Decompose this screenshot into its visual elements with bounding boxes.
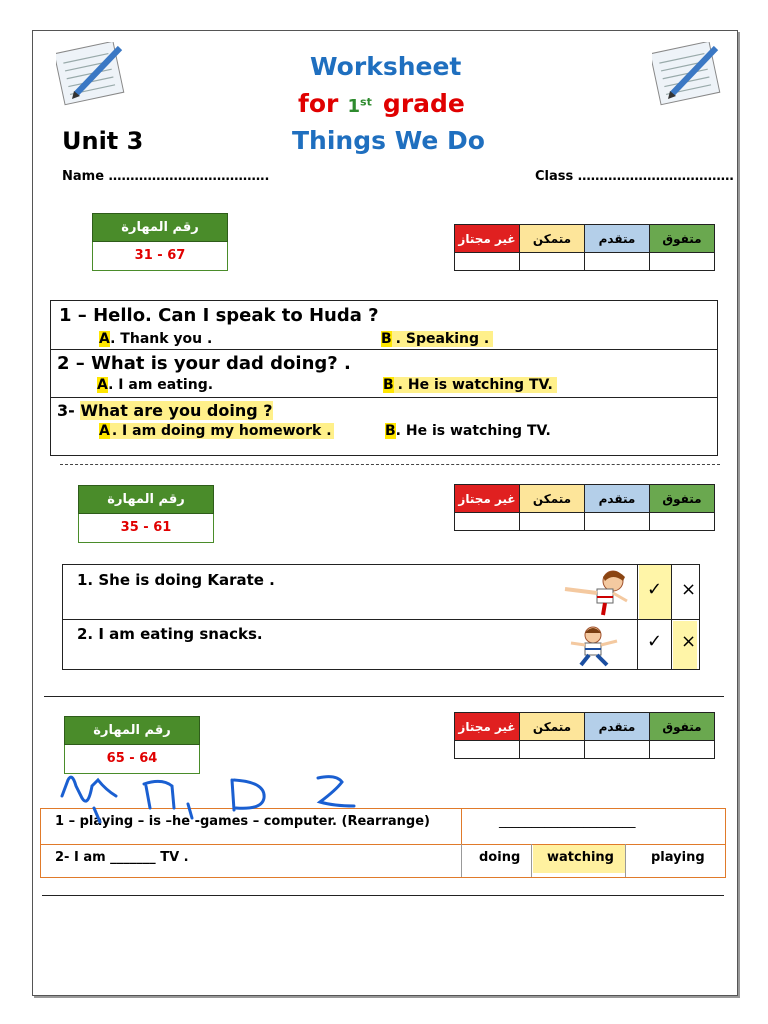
level-cell[interactable] [455, 741, 520, 759]
bottom-divider [42, 895, 724, 896]
rearrange-question: 1 – playing – is –he -games – computer. (Rearrange) [55, 814, 430, 829]
statement-2: 2. I am eating snacks. [77, 625, 263, 643]
option-b[interactable] [381, 331, 493, 347]
cross-icon[interactable]: × [681, 631, 697, 652]
skill-label: رقم المهارة [64, 716, 200, 745]
statement-1: 1. She is doing Karate . [77, 571, 275, 589]
level-cell[interactable] [520, 741, 585, 759]
skill-box-1 [92, 213, 228, 271]
level-proficient: متمكن [520, 713, 585, 741]
question-1 [59, 305, 379, 326]
level-excellent: متفوق [650, 713, 715, 741]
level-not-excellent: غير مجتاز [455, 225, 520, 253]
option-letter: B [383, 377, 394, 393]
notebook-pencil-icon [652, 42, 724, 106]
option-letter: A [99, 423, 110, 439]
level-table-1 [454, 224, 715, 271]
for-text: for [298, 89, 339, 118]
question-3 [57, 401, 273, 420]
unit-label: Unit 3 [62, 127, 144, 155]
option-text: . I am doing my homework . [111, 423, 332, 439]
choice-doing[interactable]: doing [479, 850, 521, 865]
skill-label: رقم المهارة [78, 485, 214, 514]
skill-number: 31 - 67 [92, 242, 228, 271]
level-cell[interactable] [455, 513, 520, 531]
question-row-3 [51, 397, 717, 455]
handwriting-annotation [54, 768, 374, 826]
level-advanced: متقدم [585, 225, 650, 253]
level-table-3 [454, 712, 715, 759]
option-letter: A [99, 331, 111, 347]
skill-label: رقم المهارة [92, 213, 228, 242]
level-proficient: متمكن [520, 485, 585, 513]
cross-icon[interactable]: × [681, 579, 697, 600]
worksheet-title: Worksheet [310, 52, 462, 81]
option-text: . I am eating. [108, 377, 214, 393]
unit-title: Things We Do [292, 126, 485, 155]
level-not-excellent: غير مجتاز [455, 485, 520, 513]
question-number: 3- [57, 401, 75, 420]
level-cell[interactable] [585, 741, 650, 759]
level-cell[interactable] [585, 253, 650, 271]
check-icon[interactable]: ✓ [647, 579, 663, 600]
question-2 [57, 353, 351, 374]
question-row-1 [51, 301, 717, 350]
level-cell[interactable] [650, 741, 715, 759]
question-text: What are you doing ? [80, 401, 273, 420]
grade-number: 1 [347, 96, 361, 117]
option-a[interactable] [99, 423, 334, 439]
option-text: . He is watching TV. [394, 377, 557, 393]
karate-girl-image [557, 567, 637, 617]
level-excellent: متفوق [650, 225, 715, 253]
notebook-pencil-icon [56, 42, 128, 106]
option-letter: A [97, 377, 109, 393]
option-letter: B [381, 331, 392, 347]
check-icon[interactable]: ✓ [647, 631, 663, 652]
option-text: . Thank you . [110, 331, 213, 347]
answer-line[interactable]: _____________________ [499, 814, 636, 829]
option-text: . He is watching TV. [395, 423, 551, 439]
option-a[interactable] [99, 331, 212, 347]
option-a[interactable] [97, 377, 213, 393]
option-b[interactable] [385, 423, 551, 439]
grade-line [298, 89, 465, 118]
level-advanced: متقدم [585, 485, 650, 513]
mcq-box [50, 300, 718, 456]
level-cell[interactable] [455, 253, 520, 271]
level-cell[interactable] [650, 253, 715, 271]
question-row-2 [51, 349, 717, 398]
level-proficient: متمكن [520, 225, 585, 253]
skill-number: 65 - 64 [64, 745, 200, 774]
karate-boy-image [563, 623, 633, 667]
level-cell[interactable] [650, 513, 715, 531]
skill-box-2 [78, 485, 214, 543]
skill-number: 35 - 61 [78, 514, 214, 543]
question-number: 2 – [57, 353, 85, 374]
true-false-box [62, 564, 700, 670]
question-number: 1 – [59, 305, 87, 326]
section-divider [44, 696, 724, 697]
grade-sup: st [360, 95, 372, 109]
level-not-excellent: غير مجتاز [455, 713, 520, 741]
option-b[interactable] [383, 377, 557, 393]
class-field[interactable]: Class ……………………………… [535, 169, 734, 184]
fill-question: 2- I am _______ TV . [55, 850, 189, 865]
option-text: . Speaking . [392, 331, 494, 347]
question-text: What is your dad doing? . [91, 353, 351, 374]
level-cell[interactable] [520, 513, 585, 531]
level-cell[interactable] [520, 253, 585, 271]
level-table-2 [454, 484, 715, 531]
skill-box-3 [64, 716, 200, 774]
section-divider [60, 464, 720, 465]
grade-word: grade [382, 89, 465, 118]
question-text: Hello. Can I speak to Huda ? [93, 305, 379, 326]
level-excellent: متفوق [650, 485, 715, 513]
choice-watching[interactable]: watching [547, 850, 614, 865]
name-field[interactable]: Name ………………………………. [62, 169, 270, 184]
level-cell[interactable] [585, 513, 650, 531]
option-letter: B [385, 423, 396, 439]
choice-playing[interactable]: playing [651, 850, 705, 865]
level-advanced: متقدم [585, 713, 650, 741]
